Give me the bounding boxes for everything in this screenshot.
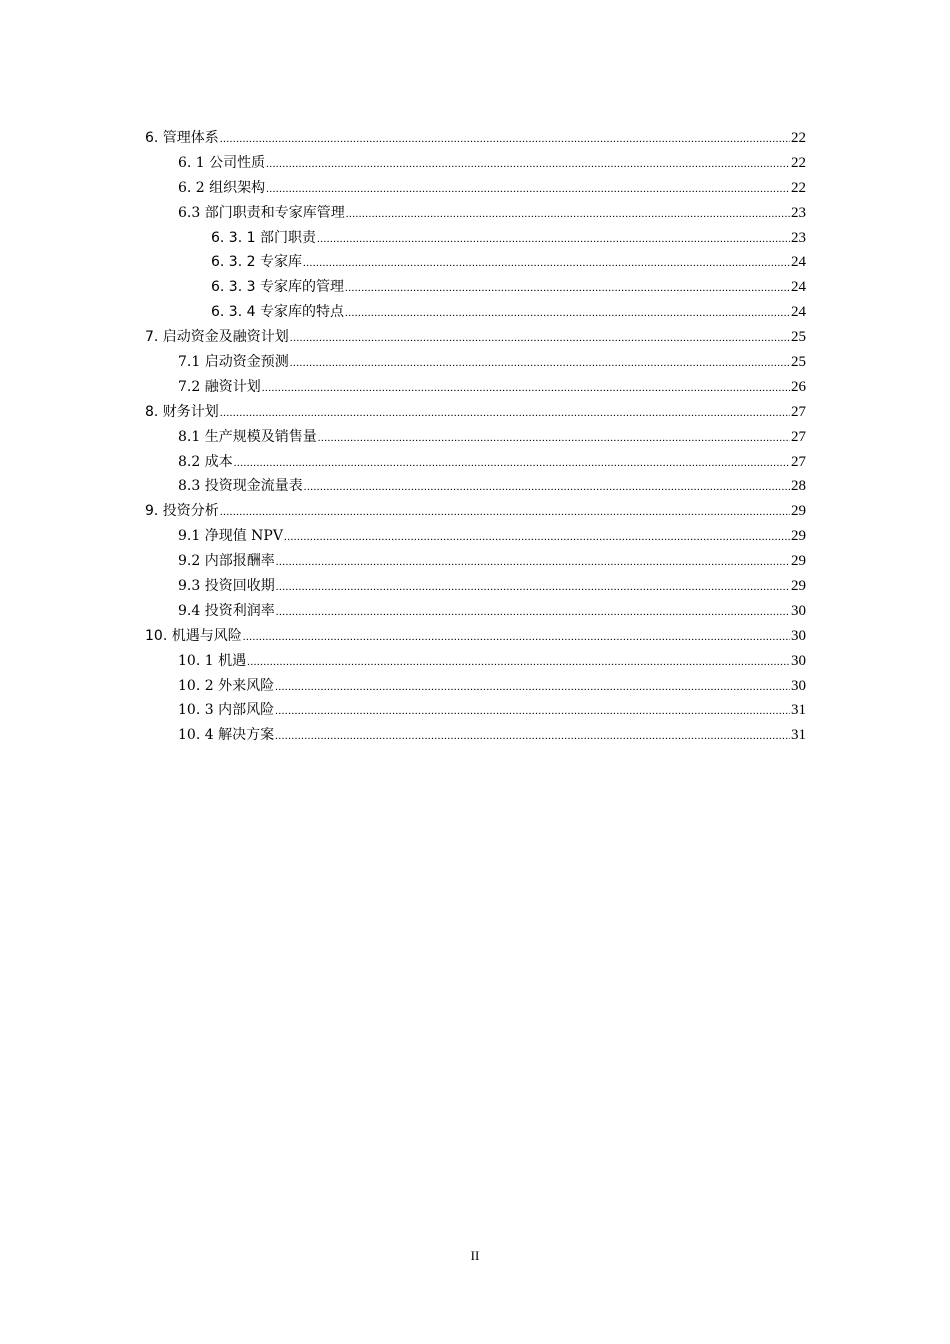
- toc-entry-page: 29: [791, 528, 806, 545]
- toc-entry-page: 22: [791, 154, 806, 171]
- toc-entry[interactable]: [145, 151, 806, 176]
- toc-entry-label: 10. 2 外来风险: [178, 677, 275, 694]
- toc-entry-page: 27: [791, 453, 806, 470]
- toc-entry-label: 9. 投资分析: [145, 503, 219, 520]
- toc-leader-dots: [346, 202, 790, 227]
- toc-entry[interactable]: [145, 549, 806, 574]
- toc-leader-dots: [318, 426, 790, 451]
- toc-entry-page: 29: [791, 578, 806, 595]
- toc-leader-dots: [276, 575, 790, 600]
- toc-entry[interactable]: [145, 574, 806, 599]
- table-of-contents: [145, 126, 806, 748]
- toc-leader-dots: [290, 326, 790, 351]
- toc-entry-label: 10. 4 解决方案: [178, 727, 275, 744]
- toc-entry-label: 6. 3. 3 专家库的管理: [211, 279, 344, 296]
- toc-entry-label: 9.4 投资利润率: [178, 602, 275, 619]
- toc-entry[interactable]: [145, 698, 806, 723]
- toc-entry-page: 22: [791, 130, 806, 146]
- toc-entry[interactable]: [145, 325, 806, 350]
- toc-entry-page: 29: [791, 503, 806, 520]
- toc-entry-page: 24: [791, 279, 806, 296]
- toc-entry-label: 8.2 成本: [178, 453, 233, 470]
- toc-entry-page: 26: [791, 378, 806, 395]
- toc-entry-page: 30: [791, 602, 806, 619]
- toc-entry[interactable]: [145, 723, 806, 748]
- toc-leader-dots: [276, 550, 790, 575]
- toc-entry-label: 10. 3 内部风险: [178, 702, 275, 719]
- toc-entry-page: 30: [791, 652, 806, 669]
- toc-leader-dots: [317, 227, 790, 252]
- toc-entry-label: 7. 启动资金及融资计划: [145, 329, 289, 346]
- toc-entry-label: 9.1 净现值 NPV: [178, 528, 283, 545]
- toc-entry-label: 10. 机遇与风险: [145, 627, 242, 644]
- toc-entry[interactable]: [145, 400, 806, 425]
- toc-entry-label: 6. 3. 1 部门职责: [211, 229, 316, 246]
- toc-leader-dots: [303, 251, 790, 276]
- toc-leader-dots: [220, 500, 790, 525]
- toc-entry[interactable]: [145, 624, 806, 649]
- toc-entry[interactable]: [145, 649, 806, 674]
- toc-entry[interactable]: [145, 126, 806, 151]
- toc-leader-dots: [266, 177, 790, 202]
- toc-entry-label: 6. 3. 4 专家库的特点: [211, 304, 344, 321]
- toc-entry[interactable]: [145, 375, 806, 400]
- toc-leader-dots: [243, 625, 790, 650]
- toc-entry-label: 8.3 投资现金流量表: [178, 478, 303, 495]
- toc-entry[interactable]: [145, 499, 806, 524]
- toc-entry-label: 6. 2 组织架构: [178, 179, 266, 196]
- toc-leader-dots: [345, 276, 790, 301]
- toc-entry[interactable]: [145, 226, 806, 251]
- toc-entry-label: 6. 3. 2 专家库: [211, 254, 302, 271]
- toc-leader-dots: [275, 724, 790, 749]
- toc-leader-dots: [275, 675, 790, 700]
- toc-entry-page: 31: [791, 702, 806, 719]
- toc-leader-dots: [234, 451, 790, 476]
- toc-entry-label: 8.1 生产规模及销售量: [178, 428, 317, 445]
- toc-entry[interactable]: [145, 350, 806, 375]
- toc-entry-label: 9.2 内部报酬率: [178, 553, 275, 570]
- toc-entry-page: 27: [791, 428, 806, 445]
- toc-entry-page: 22: [791, 179, 806, 196]
- toc-entry[interactable]: [145, 599, 806, 624]
- toc-leader-dots: [284, 525, 790, 550]
- toc-entry-label: 10. 1 机遇: [178, 652, 247, 669]
- toc-entry-page: 30: [791, 627, 806, 644]
- toc-entry-page: 31: [791, 727, 806, 744]
- toc-entry[interactable]: [145, 425, 806, 450]
- toc-entry-label: 6. 1 公司性质: [178, 154, 266, 171]
- toc-entry-page: 23: [791, 204, 806, 221]
- toc-leader-dots: [266, 152, 790, 177]
- toc-entry[interactable]: [145, 450, 806, 475]
- toc-entry[interactable]: [145, 250, 806, 275]
- toc-entry-page: 27: [791, 403, 806, 420]
- toc-entry-page: 23: [791, 229, 806, 246]
- toc-entry-label: 7.2 融资计划: [178, 378, 261, 395]
- toc-entry[interactable]: [145, 300, 806, 325]
- toc-entry[interactable]: [145, 474, 806, 499]
- toc-entry-page: 24: [791, 304, 806, 321]
- toc-leader-dots: [220, 401, 790, 426]
- toc-leader-dots: [275, 699, 790, 724]
- page-number-footer: II: [470, 1248, 480, 1263]
- toc-entry[interactable]: [145, 176, 806, 201]
- toc-leader-dots: [247, 650, 790, 675]
- toc-leader-dots: [304, 475, 790, 500]
- toc-leader-dots: [262, 376, 790, 401]
- toc-entry-page: 24: [791, 254, 806, 271]
- toc-entry[interactable]: [145, 201, 806, 226]
- toc-entry-label: 9.3 投资回收期: [178, 578, 275, 595]
- toc-entry-page: 29: [791, 553, 806, 570]
- toc-entry-page: 25: [791, 329, 806, 346]
- toc-entry[interactable]: [145, 275, 806, 300]
- toc-leader-dots: [276, 600, 790, 625]
- toc-leader-dots: [290, 351, 790, 376]
- toc-entry-page: 25: [791, 354, 806, 371]
- toc-entry-label: 7.1 启动资金预测: [178, 354, 289, 371]
- toc-entry-label: 6. 管理体系: [145, 130, 219, 146]
- toc-leader-dots: [220, 127, 790, 152]
- toc-leader-dots: [345, 301, 790, 326]
- toc-entry-label: 6.3 部门职责和专家库管理: [178, 204, 345, 221]
- toc-entry-page: 30: [791, 677, 806, 694]
- toc-entry[interactable]: [145, 674, 806, 699]
- toc-entry-label: 8. 财务计划: [145, 403, 219, 420]
- toc-entry-page: 28: [791, 478, 806, 495]
- toc-entry[interactable]: [145, 524, 806, 549]
